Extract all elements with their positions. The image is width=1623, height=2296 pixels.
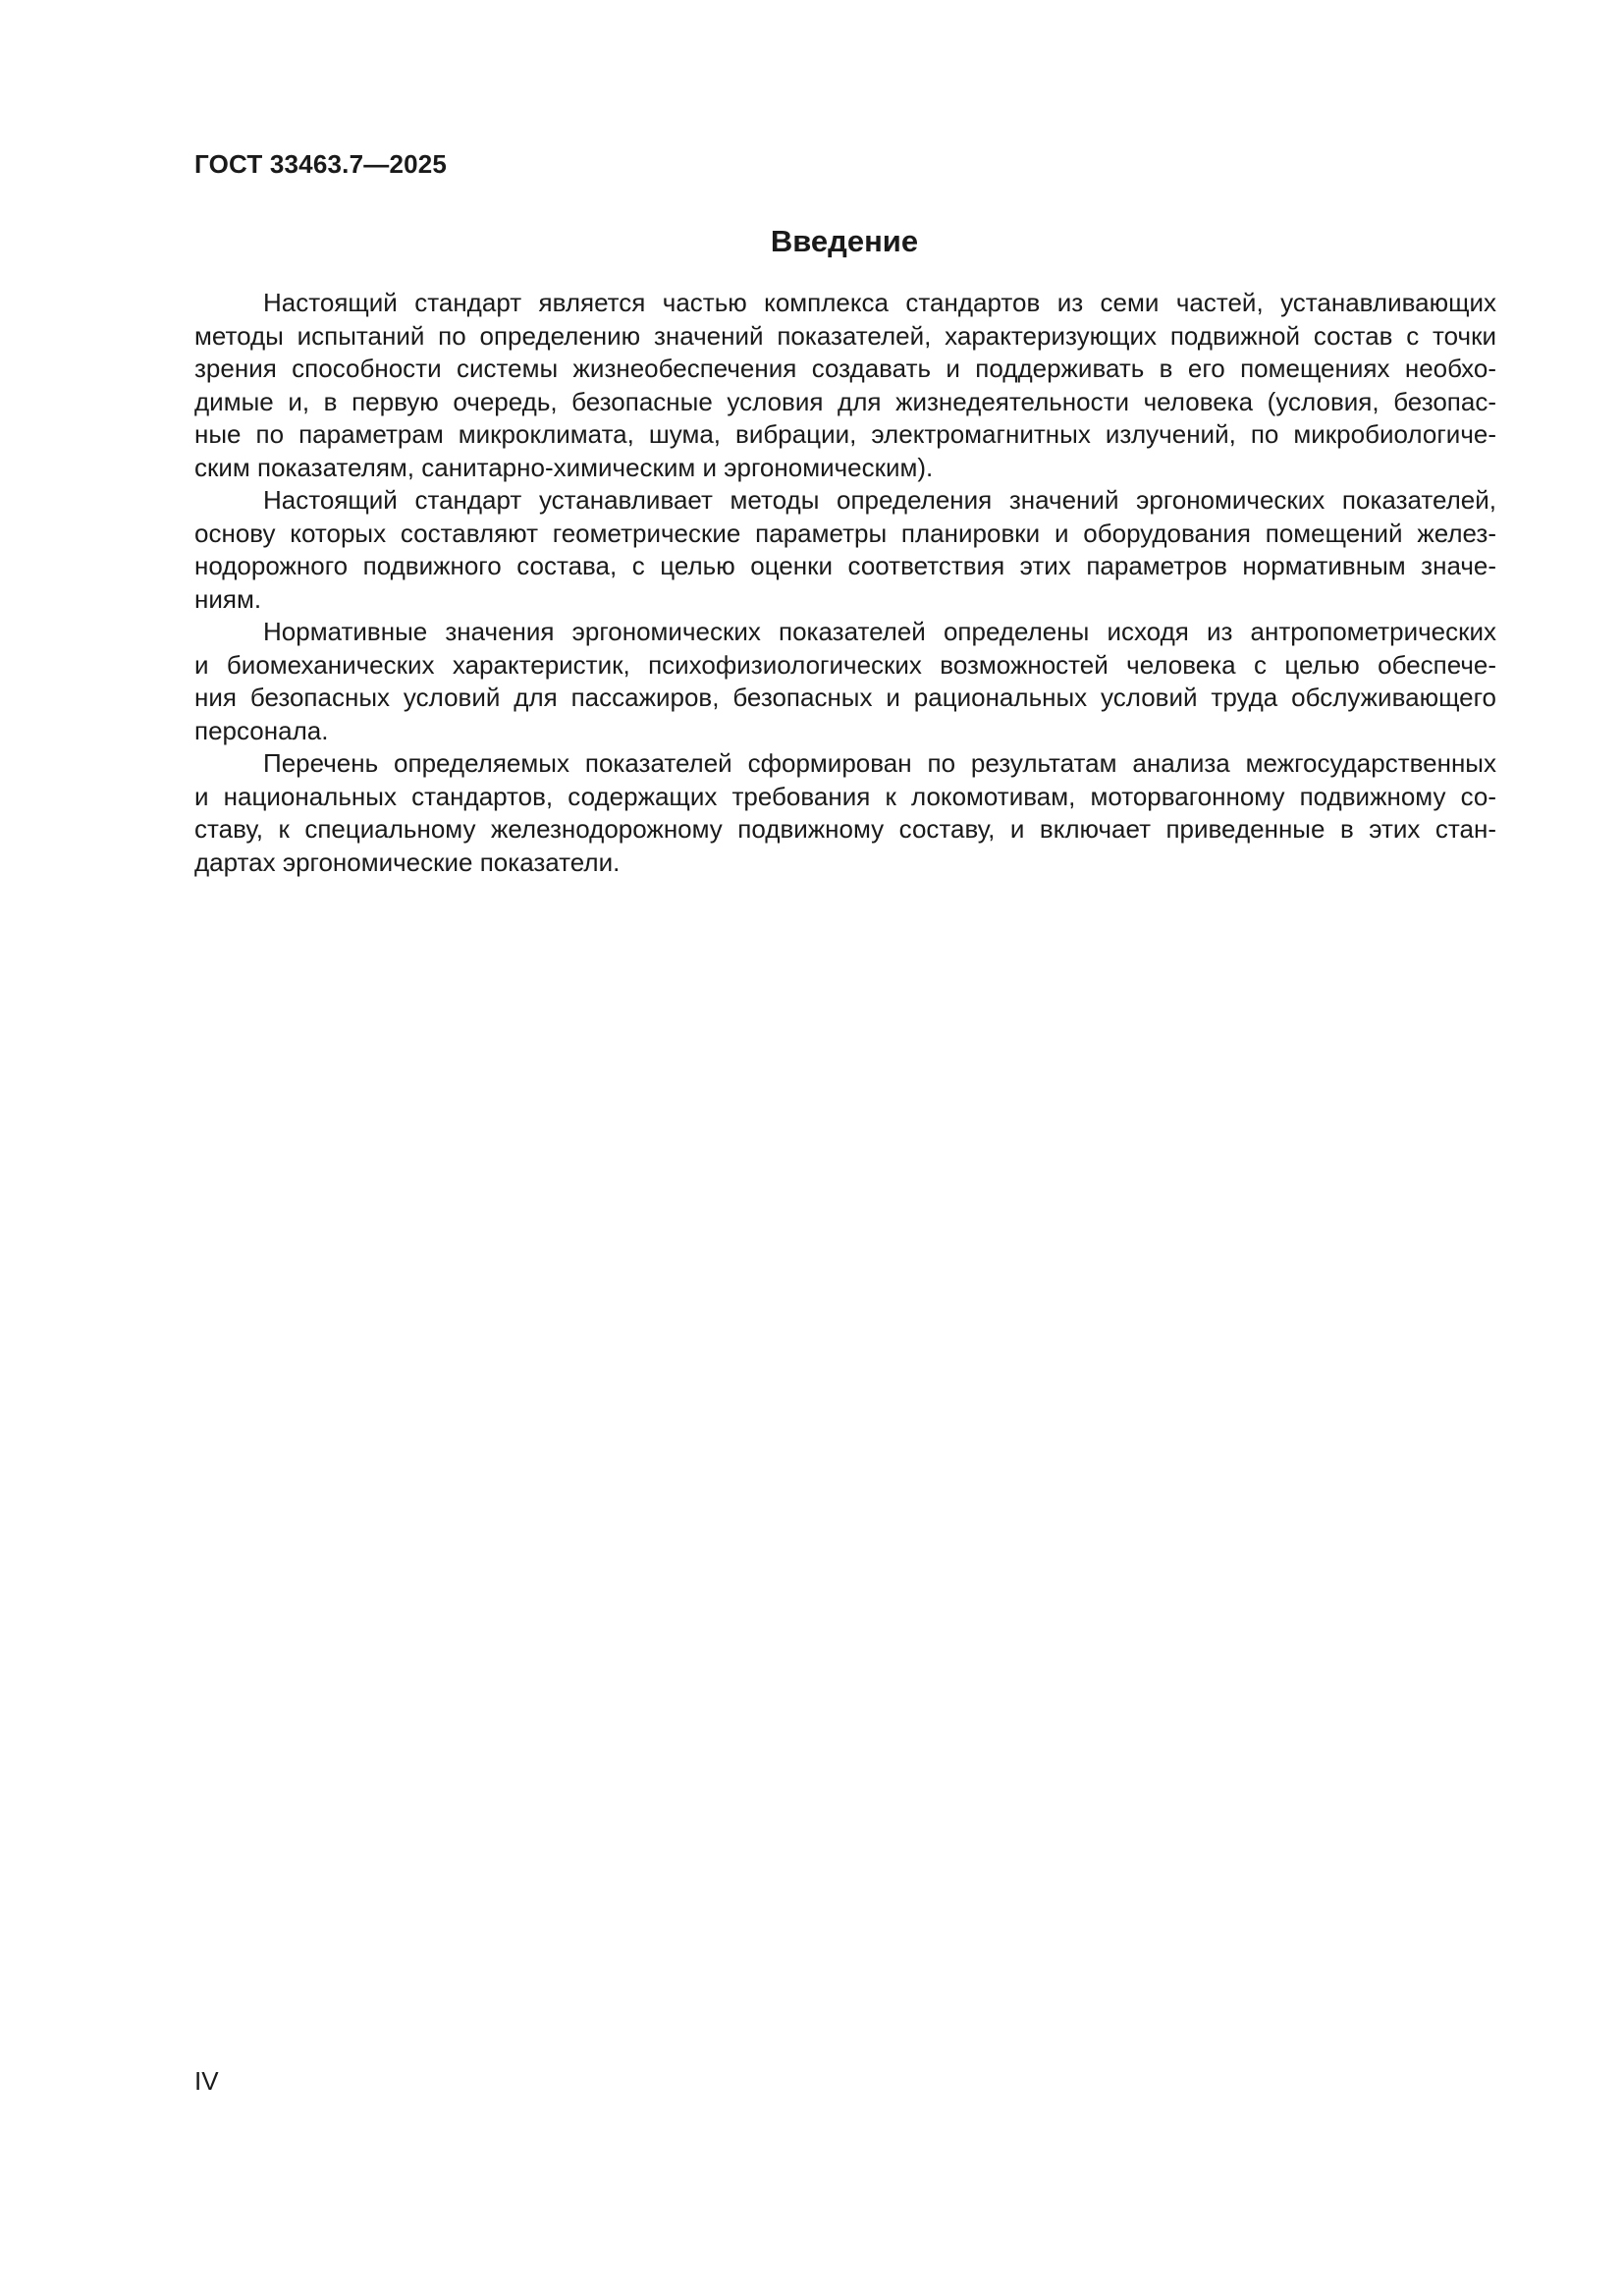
- text-line: зрения способности системы жизнеобеспечения создавать и поддерживать в его помещениях необхо-: [194, 354, 1496, 383]
- text-line: димые и, в первую очередь, безопасные условия для жизнедеятельности человека (условия, безопас-: [194, 386, 1496, 416]
- text-line: ставу, к специальному железнодорожному подвижному составу, и включает приведенные в этих стан-: [194, 814, 1496, 844]
- text-line: и национальных стандартов, содержащих требования к локомотивам, моторвагонному подвижному со-: [194, 781, 1496, 811]
- text-line: ским показателям, санитарно-химическим и эргономическим).: [194, 452, 934, 482]
- text-line: Настоящий стандарт устанавливает методы определения значений эргономических показателей,: [263, 485, 1496, 515]
- text-line: ные по параметрам микроклимата, шума, вибрации, электромагнитных излучений, по микробиологиче-: [194, 419, 1496, 449]
- paragraph-3: [194, 616, 1496, 747]
- paragraph-4: [194, 747, 1496, 879]
- text-line: ния безопасных условий для пассажиров, безопасных и рациональных условий труда обслуживающего: [194, 683, 1496, 712]
- text-line: дартах эргономические показатели.: [194, 847, 621, 877]
- paragraph-1: [194, 287, 1496, 484]
- text-line: персонала.: [194, 715, 329, 745]
- text-line: Перечень определяемых показателей сформирован по результатам анализа межгосударственных: [263, 748, 1496, 778]
- intro-body: [194, 287, 1496, 879]
- text-line: Нормативные значения эргономических показателей определены исходя из антропометрических: [263, 617, 1496, 646]
- text-line: методы испытаний по определению значений показателей, характеризующих подвижной состав с точки: [194, 320, 1496, 351]
- text-line: Настоящий стандарт является частью комплекса стандартов из семи частей, устанавливающих: [263, 288, 1496, 317]
- text-line: и биомеханических характеристик, психофизиологических возможностей человека с целью обеспече-: [194, 649, 1496, 680]
- section-title: Введение: [770, 224, 919, 258]
- document-id: ГОСТ 33463.7—2025: [194, 149, 448, 179]
- page-number: IV: [194, 2066, 219, 2096]
- paragraph-2: [194, 484, 1496, 616]
- text-line: основу которых составляют геометрические параметры планировки и оборудования помещений желез-: [194, 518, 1496, 548]
- text-line: ниям.: [194, 583, 262, 614]
- text-line: нодорожного подвижного состава, с целью оценки соответствия этих параметров нормативным значе-: [194, 551, 1496, 580]
